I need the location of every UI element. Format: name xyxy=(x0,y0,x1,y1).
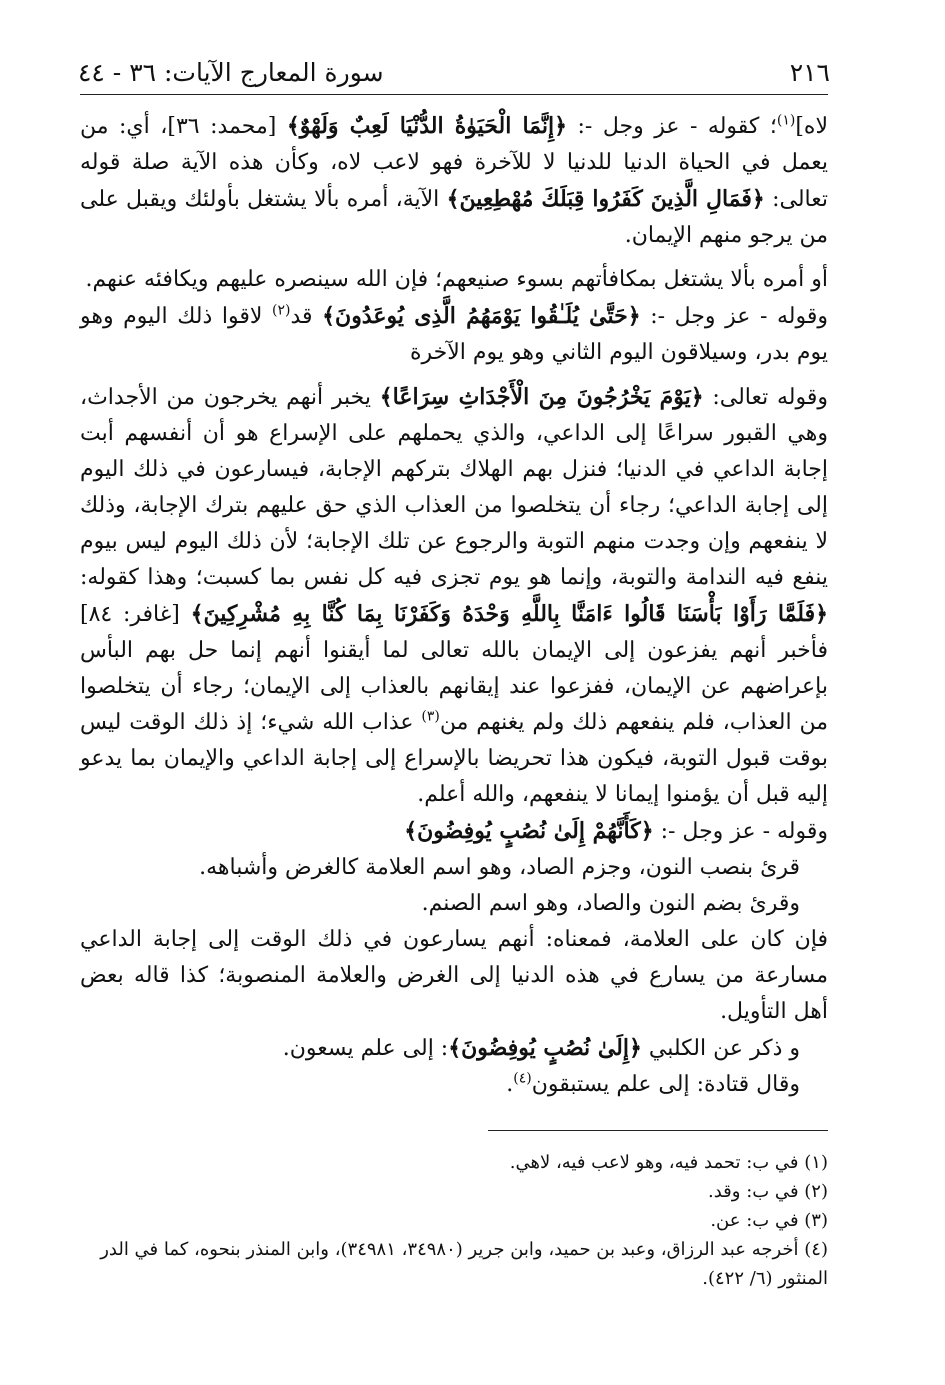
text-run: وقوله - عز وجل -: xyxy=(653,819,828,844)
text-run: قد xyxy=(290,304,323,329)
footnote-ref: (٢) xyxy=(272,302,291,319)
text-run: أو أمره بألا يشتغل بمكافأتهم بسوء صنيعهم؛ فإن الله سينصره عليهم ويكافئه عنهم. xyxy=(85,267,828,292)
page-number: ٢١٦ xyxy=(789,58,830,87)
text-run: و ذكر عن الكلبي xyxy=(641,1036,800,1061)
text-run: لاقوا ذلك اليوم وهو يوم بدر، وسيلاقون اليوم الثاني وهو يوم الآخرة xyxy=(80,304,828,365)
main-text xyxy=(80,108,828,1103)
paragraph xyxy=(80,1067,828,1103)
text-run: وقوله - عز وجل -: xyxy=(640,304,829,329)
paragraph xyxy=(80,379,828,813)
footnote-3: (٣) في ب: عن. xyxy=(710,1210,828,1231)
footnote-ref: (٤) xyxy=(513,1070,532,1087)
footnote-1: (١) في ب: تحمد فيه، وهو لاعب فيه، لاهي. xyxy=(509,1152,828,1173)
quran-verse: ﴿كَأَنَّهُمْ إِلَىٰ نُصُبٍ يُوفِضُونَ﴾ xyxy=(404,818,654,844)
paragraph xyxy=(80,108,828,254)
text-run: وقال قتادة: إلى علم يستبقون xyxy=(531,1072,800,1097)
paragraph xyxy=(80,922,828,1030)
text-run: فإن كان على العلامة، فمعناه: أنهم يسارعون في ذلك الوقت إلى إجابة الداعي مسارعة من يسارع في هذه الدنيا إلى الغرض والعلامة المنصوبة؛ كذا قاله بعض أهل التأويل. xyxy=(80,927,828,1024)
footnotes xyxy=(80,1148,828,1293)
footnote-ref: (١) xyxy=(776,112,796,129)
footnote-4: (٤) أخرجه عبد الرزاق، وعبد بن حميد، وابن جرير (٣٤٩٨٠، ٣٤٩٨١)، وابن المنذر بنحوه، كما في الدر المنثور (٦/ ٤٢٢). xyxy=(100,1239,828,1289)
paragraph xyxy=(80,262,828,298)
text-run: قرئ بنصب النون، وجزم الصاد، وهو اسم العلامة كالغرض وأشباهه. xyxy=(199,855,800,880)
text-run: . xyxy=(506,1072,514,1097)
text-run: : إلى علم يسعون. xyxy=(282,1036,449,1061)
quran-verse: ﴿يَوْمَ يَخْرُجُونَ مِنَ الْأَجْدَاثِ سِرَاعًا﴾ xyxy=(379,384,704,410)
paragraph xyxy=(80,813,828,850)
text-run: لاه] xyxy=(795,114,828,139)
text-run: [غافر: ٨٤] فأخبر أنهم يفزعون إلى الإيمان بالله تعالى لما أيقنوا أنهم إنما حل بهم البأس بإعراضهم عن الإيمان، ففزعوا عند إيقانهم بالعذاب إلى الإيمان؛ رجاء أن يتخلصوا من العذاب، فلم ينفعهم ذلك ولم يغنهم من xyxy=(80,602,828,735)
text-run: وقوله تعالى: xyxy=(703,385,828,410)
paragraph xyxy=(80,850,828,886)
text-run: وقرئ بضم النون والصاد، وهو اسم الصنم. xyxy=(421,891,800,916)
text-run: يخبر أنهم يخرجون من الأجداث، وهي القبور سراعًا إلى الداعي، والذي يحملهم على الإسراع هو أن أنفسهم أبت إجابة الداعي في الدنيا؛ فنزل بهم الهلاك بتركهم الإجابة، فيسارعون في ذلك اليوم إلى إجابة الداعي؛ رجاء أن يتخلصوا من العذاب الذي حق عليهم بترك الإجابة، وذلك لا ينفعهم وإن وجدت منهم التوبة والرجوع عن تلك الإجابة؛ لأن ذلك اليوم ليس بيوم ينفع فيه الندامة والتوبة، وإنما هو يوم تجزى فيه كل نفس بما كسبت؛ وهذا كقوله: xyxy=(80,385,828,590)
header-rule xyxy=(80,94,828,95)
footnote-ref: (٣) xyxy=(421,708,440,725)
quran-verse: ﴿فَمَالِ الَّذِينَ كَفَرُوا قِبَلَكَ مُهْطِعِينَ﴾ xyxy=(446,186,765,212)
paragraph xyxy=(80,298,828,371)
quran-verse: ﴿إِنَّمَا الْحَيَوٰةُ الدُّنْيَا لَعِبٌ وَلَهْوٌ﴾ xyxy=(286,113,568,139)
quran-verse: ﴿إِلَىٰ نُصُبٍ يُوفِضُونَ﴾ xyxy=(448,1035,642,1061)
quran-verse: ﴿حَتَّىٰ يُلَـٰقُوا يَوْمَهُمُ الَّذِى يُوعَدُونَ﴾ xyxy=(322,303,641,329)
quran-verse: ﴿فَلَمَّا رَأَوْا بَأْسَنَا قَالُوا ءَامَنَّا بِاللَّهِ وَحْدَهُ وَكَفَرْنَا بِمَا كُنَّا بِهِ مُشْرِكِينَ﴾ xyxy=(190,601,828,627)
text-run: [محمد: ٣٦]، أي: من يعمل في الحياة الدنيا للدنيا لا للآخرة فهو لاعب لاه، وكأن هذه الآية صلة قوله تعالى: xyxy=(80,114,828,212)
footnote-rule xyxy=(488,1130,828,1131)
text-run: الآية، أمره بألا يشتغل بأولئك ويقبل على من يرجو منهم الإيمان. xyxy=(80,187,828,248)
paragraph xyxy=(80,1030,828,1067)
footnote-2: (٢) في ب: وقد. xyxy=(708,1181,828,1202)
text-run: ؛ كقوله - عز وجل -: xyxy=(567,114,777,139)
paragraph xyxy=(80,886,828,922)
text-run: عذاب الله شيء؛ إذ ذلك الوقت ليس بوقت قبول التوبة، فيكون هذا تحريضا بالإسراع إلى إجابة الداعي والإيمان بما يدعو إليه قبل أن يؤمنوا إيمانا لا ينفعهم، والله أعلم. xyxy=(80,710,828,807)
page-header xyxy=(78,52,830,94)
running-title: سورة المعارج الآيات: ٣٦ - ٤٤ xyxy=(78,58,384,87)
